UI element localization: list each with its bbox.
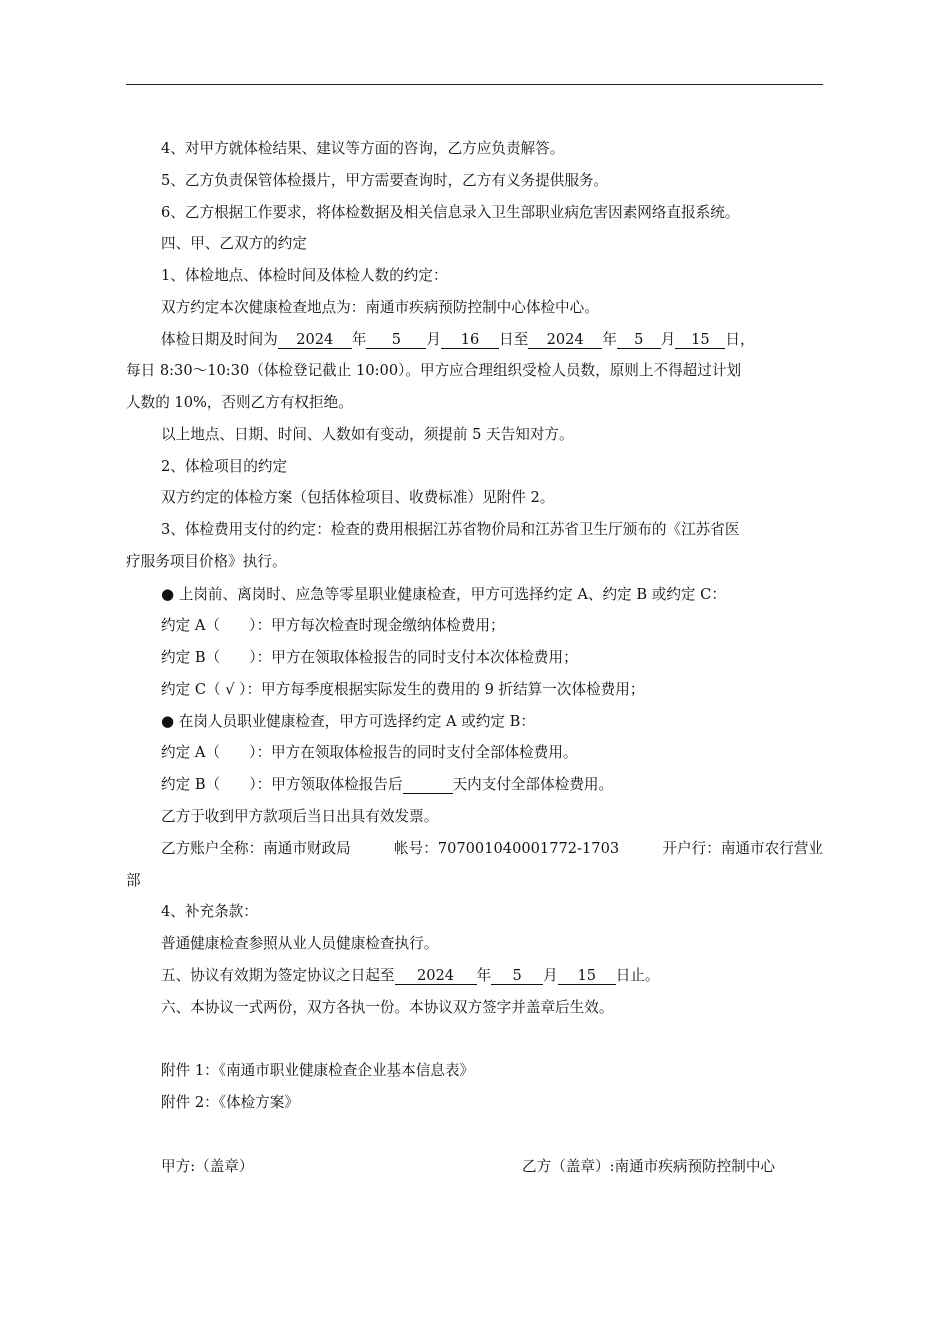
item-4-heading: 4、补充条款： xyxy=(161,903,258,920)
validity-prefix: 五、协议有效期为签定协议之日起至 xyxy=(161,967,395,984)
option-b-2-text: 约定 B（ ）：甲方领取体检报告后 xyxy=(161,776,403,793)
attachment-1: 附件 1：《南通市职业健康检查企业基本信息表》 xyxy=(161,1062,475,1079)
account-bank: 开户行：南通市农行营业 xyxy=(662,840,823,857)
header-rule xyxy=(126,84,823,85)
option-c: 约定 C（ √ ）：甲方每季度根据实际发生的费用的 9 折结算一次体检费用； xyxy=(161,681,645,698)
days-blank xyxy=(403,776,453,794)
bullet-icon: ● xyxy=(161,585,175,603)
option-a-2: 约定 A（ ）：甲方在领取体检报告的同时支付全部体检费用。 xyxy=(161,744,578,761)
attachment-2: 附件 2：《体检方案》 xyxy=(161,1094,299,1111)
start-month: 5 xyxy=(366,331,426,349)
year-label: 年 xyxy=(351,331,367,348)
supplement-text: 普通健康检查参照从业人员健康检查执行。 xyxy=(161,935,439,952)
copies-clause: 六、本协议一式两份，双方各执一份。本协议双方签字并盖章后生效。 xyxy=(161,999,614,1016)
month-label-2: 月 xyxy=(660,331,676,348)
year-label-2: 年 xyxy=(602,331,617,348)
clause-4: 4、对甲方就体检结果、建议等方面的咨询，乙方应负责解答。 xyxy=(161,140,565,157)
validity-end-label: 日止。 xyxy=(615,967,660,984)
bullet-item-1 xyxy=(126,584,823,605)
account-continued: 部 xyxy=(126,872,141,889)
validity xyxy=(126,966,823,986)
invoice-note: 乙方于收到甲方款项后当日出具有效发票。 xyxy=(161,808,439,825)
item-1-heading: 1、体检地点、体检时间及体检人数的约定： xyxy=(161,267,448,284)
headcount-limit: 人数的 10%，否则乙方有权拒绝。 xyxy=(126,394,353,411)
validity-day: 15 xyxy=(558,967,616,985)
dates-prefix: 体检日期及时间为 xyxy=(161,331,278,348)
bullet-item-1-text: 上岗前、离岗时、应急等零星职业健康检查，甲方可选择约定 A、约定 B 或约定 C： xyxy=(178,586,726,603)
option-b-2 xyxy=(126,775,823,795)
item-3-continued: 疗服务项目价格》执行。 xyxy=(126,553,287,570)
exam-dates xyxy=(126,330,823,350)
party-a-signature: 甲方:（盖章） xyxy=(161,1158,254,1175)
exam-location: 双方约定本次健康检查地点为：南通市疾病预防控制中心体检中心。 xyxy=(161,299,599,316)
change-notice: 以上地点、日期、时间、人数如有变动，须提前 5 天告知对方。 xyxy=(161,426,574,443)
option-b-2-suffix: 天内支付全部体检费用。 xyxy=(452,776,614,793)
month-label: 月 xyxy=(426,331,441,348)
end-year: 2024 xyxy=(528,331,602,349)
party-b-signature: 乙方（盖章）:南通市疾病预防控制中心 xyxy=(522,1158,776,1175)
bullet-item-2-text: 在岗人员职业健康检查，甲方可选择约定 A 或约定 B： xyxy=(178,713,535,730)
end-day: 15 xyxy=(675,331,725,349)
section-4-heading: 四、甲、乙双方的约定 xyxy=(161,235,307,252)
day-to-label: 日至 xyxy=(498,331,529,348)
option-a: 约定 A（ ）：甲方每次检查时现金缴纳体检费用； xyxy=(161,617,505,634)
validity-month-label: 月 xyxy=(543,967,558,984)
account-info xyxy=(126,839,823,859)
account-number: 帐号：707001040001772-1703 xyxy=(394,840,620,857)
bullet-item-2 xyxy=(126,711,823,732)
end-month: 5 xyxy=(617,331,661,349)
start-day: 16 xyxy=(441,331,499,349)
day-label: 日， xyxy=(725,331,755,348)
account-name: 乙方账户全称：南通市财政局 xyxy=(161,840,351,857)
item-2-heading: 2、体检项目的约定 xyxy=(161,458,288,475)
validity-year: 2024 xyxy=(395,967,477,985)
daily-hours: 每日 8:30～10:30（体检登记截止 10:00）。甲方应合理组织受检人员数，原则上不得超过计划 xyxy=(126,362,742,379)
validity-month: 5 xyxy=(491,967,543,985)
option-b: 约定 B（ ）：甲方在领取体检报告的同时支付本次体检费用； xyxy=(161,649,578,666)
exam-plan: 双方约定的体检方案（包括体检项目、收费标准）见附件 2。 xyxy=(161,489,555,506)
start-year: 2024 xyxy=(278,331,352,349)
clause-6: 6、乙方根据工作要求，将体检数据及相关信息录入卫生部职业病危害因素网络直报系统。 xyxy=(161,204,740,221)
item-3-heading: 3、体检费用支付的约定：检查的费用根据江苏省物价局和江苏省卫生厅颁布的《江苏省医 xyxy=(161,521,740,538)
bullet-icon: ● xyxy=(161,712,175,730)
clause-5: 5、乙方负责保管体检摄片，甲方需要查询时，乙方有义务提供服务。 xyxy=(161,172,609,189)
validity-year-label: 年 xyxy=(476,967,492,984)
